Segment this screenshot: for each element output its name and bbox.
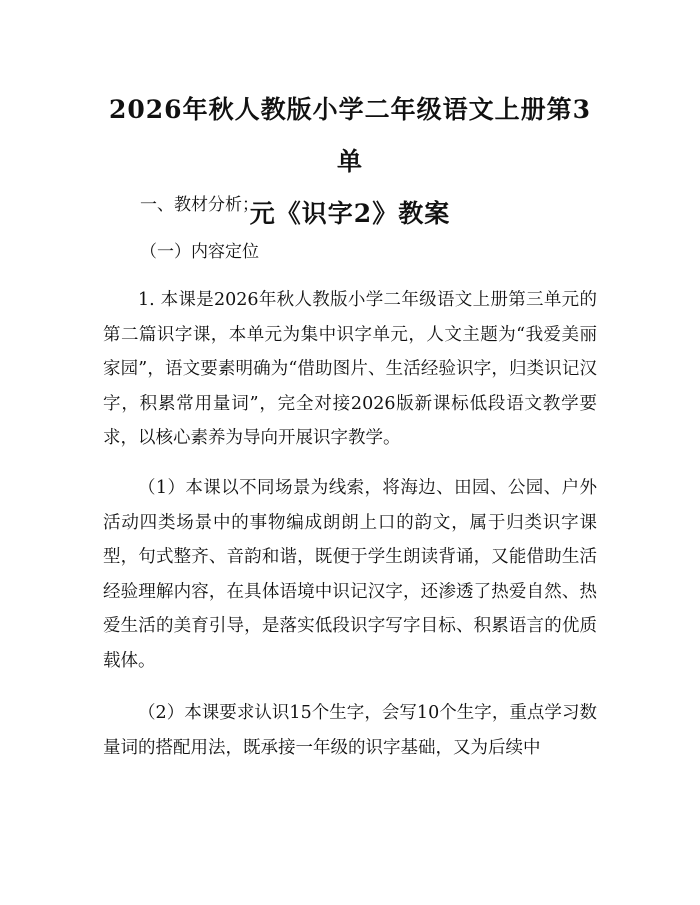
- subsection-heading: （一）内容定位: [140, 242, 259, 262]
- title-line-1: 2026年秋人教版小学二年级语文上册第3单: [109, 95, 591, 176]
- section-heading: 一、教材分析；: [140, 195, 259, 215]
- paragraph-3: （2）本课要求认识15个生字，会写10个生字，重点学习数量词的搭配用法，既承接一年级的识字基础，又为后续中: [103, 703, 597, 758]
- paragraph-1: 1. 本课是2026年秋人教版小学二年级语文上册第三单元的第二篇识字课，本单元为集中识字单元，人文主题为“我爱美丽家园”，语文要素明确为“借助图片、生活经验识字，归类识记汉字，积累常用量词”，完全对接2026版新课标低段语文教学要求，以核心素养为导向开展识字教学。: [103, 290, 597, 449]
- paragraph-2: （1）本课以不同场景为线索，将海边、田园、公园、户外活动四类场景中的事物编成朗朗上口的韵文，属于归类识字课型，句式整齐、音韵和谐，既便于学生朗读背诵，又能借助生活经验理解内容，在具体语境中识记汉字，还渗透了热爱自然、热爱生活的美育引导，是落实低段识字写字目标、积累语言的优质载体。: [103, 478, 597, 671]
- title-line-2: 元《识字2》教案: [249, 199, 451, 228]
